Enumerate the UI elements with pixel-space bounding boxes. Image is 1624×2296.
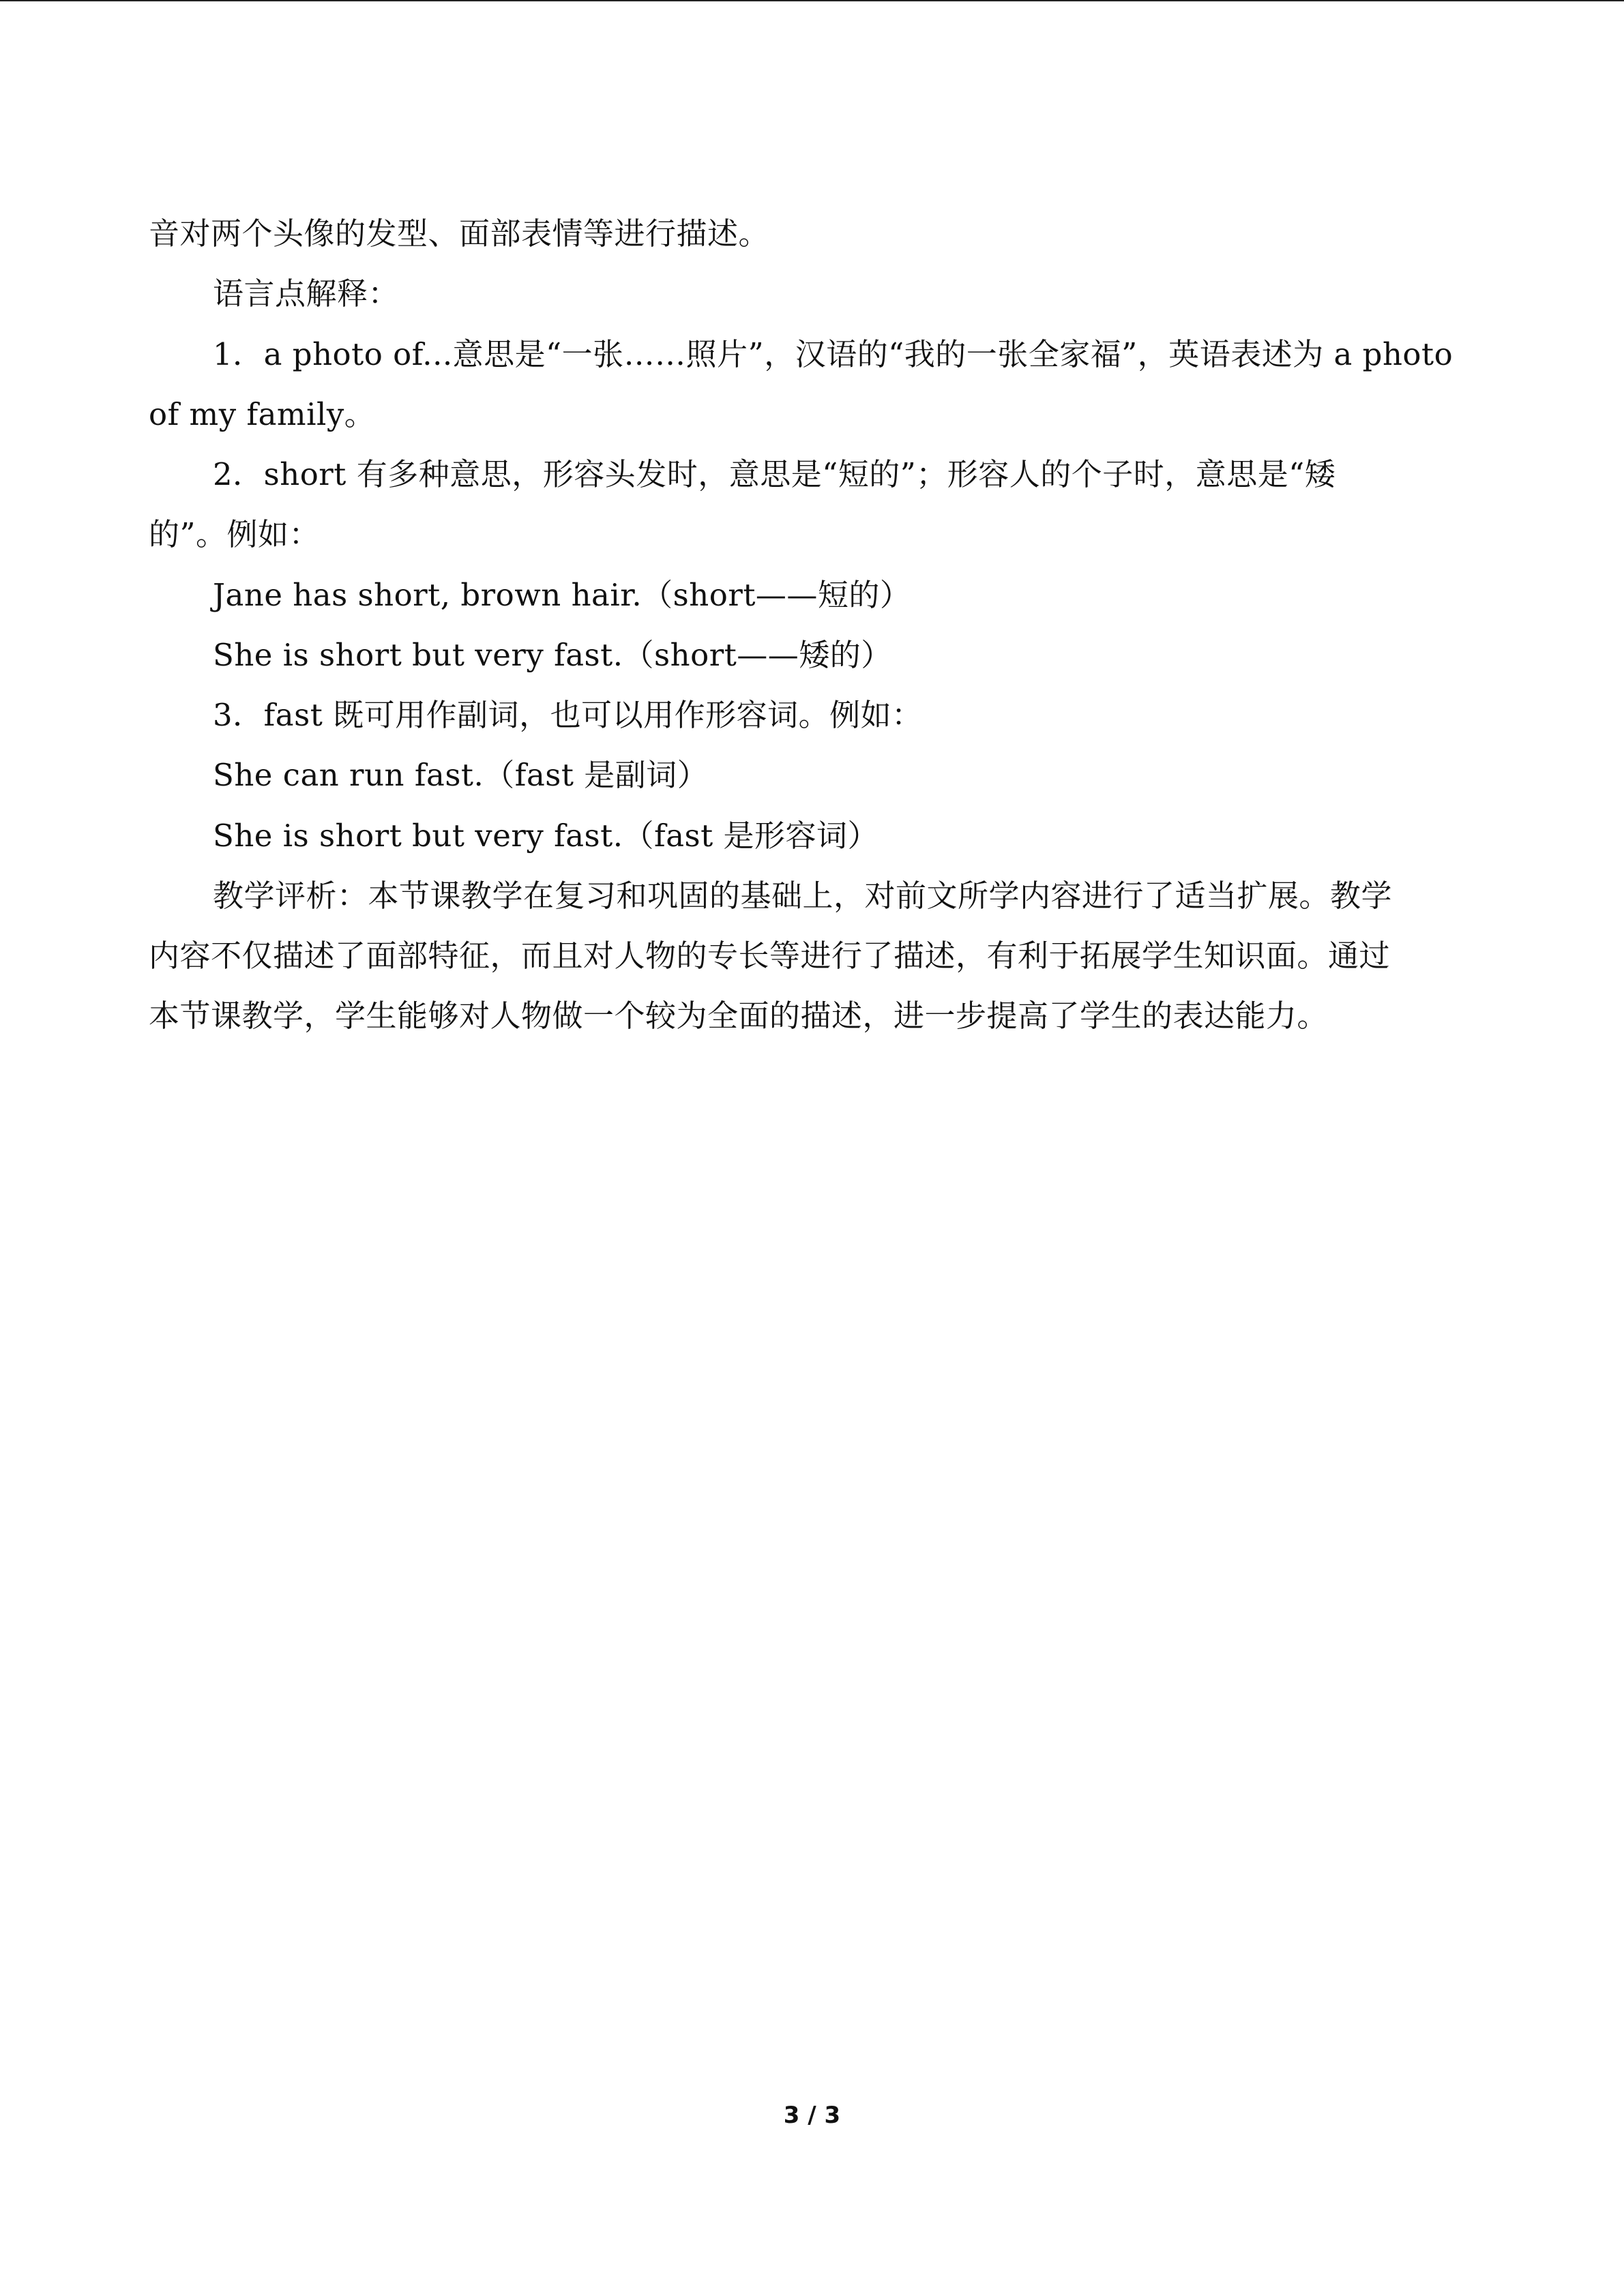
page-number: 3 / 3 bbox=[783, 2102, 841, 2129]
text-line: 内容不仅描述了面部特征，而且对人物的专长等进行了描述，有利于拓展学生知识面。通过 bbox=[149, 938, 1391, 974]
text-line: 1．a photo of...意思是“一张……照片”，汉语的“我的一张全家福”，英语表述为 a photo bbox=[213, 336, 1453, 372]
section-heading: 语言点解释： bbox=[213, 275, 400, 312]
example-sentence: She is short but very fast.（short——矮的） bbox=[213, 637, 892, 673]
example-sentence: She is short but very fast.（fast 是形容词） bbox=[213, 818, 879, 854]
example-sentence: Jane has short, brown hair.（short——短的） bbox=[213, 577, 911, 613]
text-line: 3．fast 既可用作副词，也可以用作形容词。例如： bbox=[213, 697, 923, 733]
text-line: of my family。 bbox=[149, 396, 376, 432]
top-border bbox=[0, 0, 1624, 1]
text-line: 教学评析：本节课教学在复习和巩固的基础上，对前文所学内容进行了适当扩展。教学 bbox=[213, 878, 1393, 914]
text-line: 2．short 有多种意思，形容头发时，意思是“短的”；形容人的个子时，意思是“矮 bbox=[213, 456, 1336, 492]
text-line: 本节课教学，学生能够对人物做一个较为全面的描述，进一步提高了学生的表达能力。 bbox=[149, 998, 1329, 1034]
text-line: 的”。例如： bbox=[149, 516, 321, 552]
text-line: 音对两个头像的发型、面部表情等进行描述。 bbox=[149, 215, 770, 252]
example-sentence: She can run fast.（fast 是副词） bbox=[213, 757, 709, 793]
